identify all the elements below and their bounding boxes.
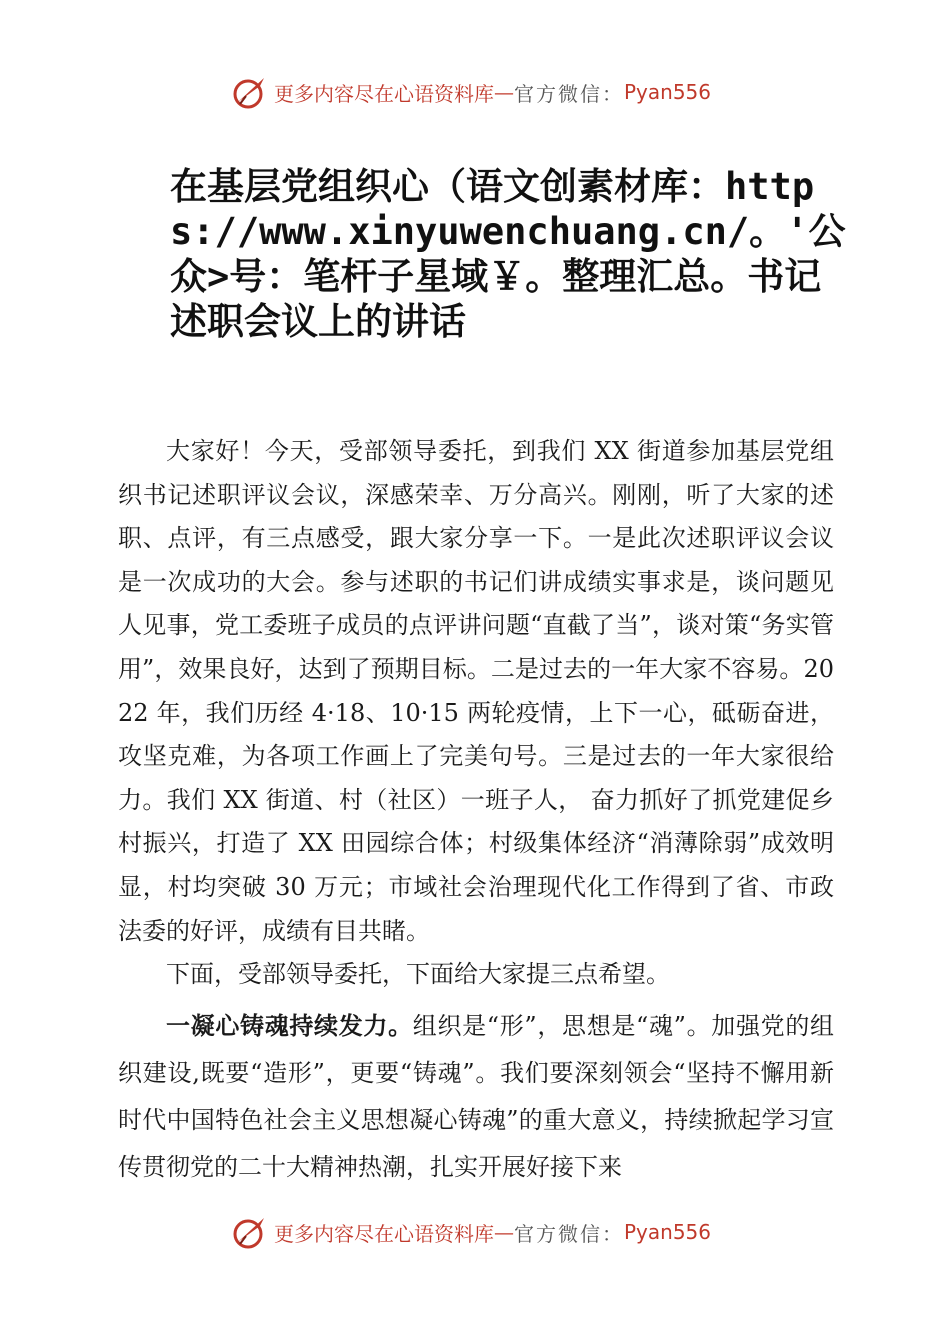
banner-dash: — <box>494 80 514 104</box>
quill-logo-icon <box>230 1212 270 1252</box>
section-paragraph <box>118 1003 834 1191</box>
banner-brand-text: 更多内容尽在心语资料库 <box>274 1221 494 1246</box>
section-text: 组织是“形”，思想是“魂”。加强党的组织建设,既要“造形”，更要“铸魂”。我们要深刻领会“坚持不懈用新时代中国特色社会主义思想凝心铸魂”的重大意义，持续掀起学习宣传贯彻党的二十大精神热潮，扎实开展好接下来 <box>118 1011 835 1181</box>
body-paragraph: 大家好！今天，受部领导委托，到我们 XX 街道参加基层党组织书记述职评议会议，深感荣幸、万分高兴。刚刚，听了大家的述职、点评，有三点感受，跟大家分享一下。一是此次述职评议会议是一次成功的大会。参与述职的书记们讲成绩实事求是，谈问题见人见事，党工委班子成员的点评讲问题“直截了当”，谈对策“务实管用”，效果良好，达到了预期目标。二是过去的一年大家不容易。2022 年，我们历经 4·18、10·15 两轮疫情，上下一心，砥砺奋进，攻坚克难，为各项工作画上了完美句号。三是过去的一年大家很给力。我们 XX 街道、村（社区）一班子人， 奋力抓好了抓党建促乡村振兴，打造了 XX 田园综合体；村级集体经济“消薄除弱”成效明显，村均突破 30 万元；市域社会治理现代化工作得到了省、市政法委的好评，成绩有目共睹。 <box>118 437 834 945</box>
banner-dash: — <box>494 1220 514 1244</box>
body-paragraph: 下面，受部领导委托，下面给大家提三点希望。 <box>166 960 670 989</box>
quill-logo-icon <box>230 72 270 112</box>
banner-wechat-label: 官方微信： <box>514 81 624 106</box>
section-heading: 一凝心铸魂持续发力。 <box>166 1011 413 1040</box>
document-body <box>118 430 834 1191</box>
banner-wechat-label: 官方微信： <box>514 1221 624 1246</box>
banner-brand-text: 更多内容尽在心语资料库 <box>274 81 494 106</box>
document-title: 在基层党组织心（语文创素材库：https://www.xinyuwenchuang.cn/。'公众>号：笔杆子星域￥。整理汇总。书记述职会议上的讲话 <box>170 165 846 343</box>
banner-wechat-id: Pyan556 <box>624 1220 712 1244</box>
header-banner <box>230 72 711 112</box>
footer-banner <box>230 1212 711 1252</box>
banner-wechat-id: Pyan556 <box>624 80 712 104</box>
